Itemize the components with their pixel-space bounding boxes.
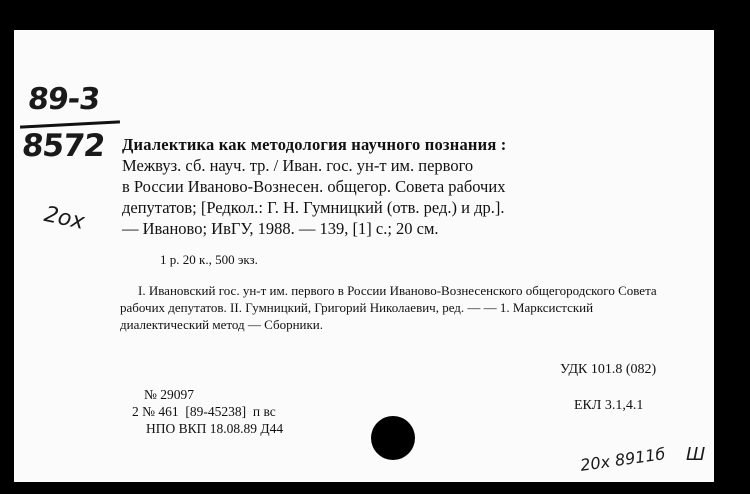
description-line: в России Иваново-Вознесен. общегор. Совета рабочих — [122, 177, 506, 196]
description-line: Межвуз. сб. науч. тр. / Иван. гос. ун-т им. первого — [122, 156, 474, 175]
registration-numbers — [132, 386, 283, 437]
description-line: депутатов; [Редкол.: Г. Н. Гумницкий (отв. ред.) и др.]. — [122, 198, 505, 217]
order-number: 2 № 461 [89-45238] п вс — [132, 404, 276, 419]
punch-hole — [371, 416, 415, 460]
book-title: Диалектика как методология научного познания : — [122, 135, 507, 154]
shelf-mark-top: 89-3 — [26, 82, 101, 117]
catalog-card — [14, 30, 714, 482]
ekl-code: ЕКЛ 3.1,4.1 — [574, 398, 644, 413]
udc-code: УДК 101.8 (082) — [560, 362, 657, 377]
handwritten-corner-mark: Ш — [686, 444, 706, 465]
description-line: — Иваново; ИвГУ, 1988. — 139, [1] с.; 20 см. — [122, 219, 439, 238]
price-line: 1 р. 20 к., 500 экз. — [160, 252, 258, 267]
bibliographic-description — [122, 134, 682, 239]
tracings-paragraph: I. Ивановский гос. ун-т им. первого в России Иваново-Вознесенского общегородского Совета рабочих депутатов. II. Гумницкий, Григорий Николаевич, ред. — — 1. Марксистский диалектический метод — Сборники. — [120, 283, 657, 332]
handwritten-note: 2ox — [41, 202, 87, 235]
record-number: № 29097 — [144, 387, 195, 402]
handwritten-bottom-note: 20х 8911б — [579, 444, 667, 475]
shelf-mark-bottom: 8572 — [20, 128, 107, 164]
publisher-stamp-line: НПО ВКП 18.08.89 Д44 — [146, 421, 284, 436]
